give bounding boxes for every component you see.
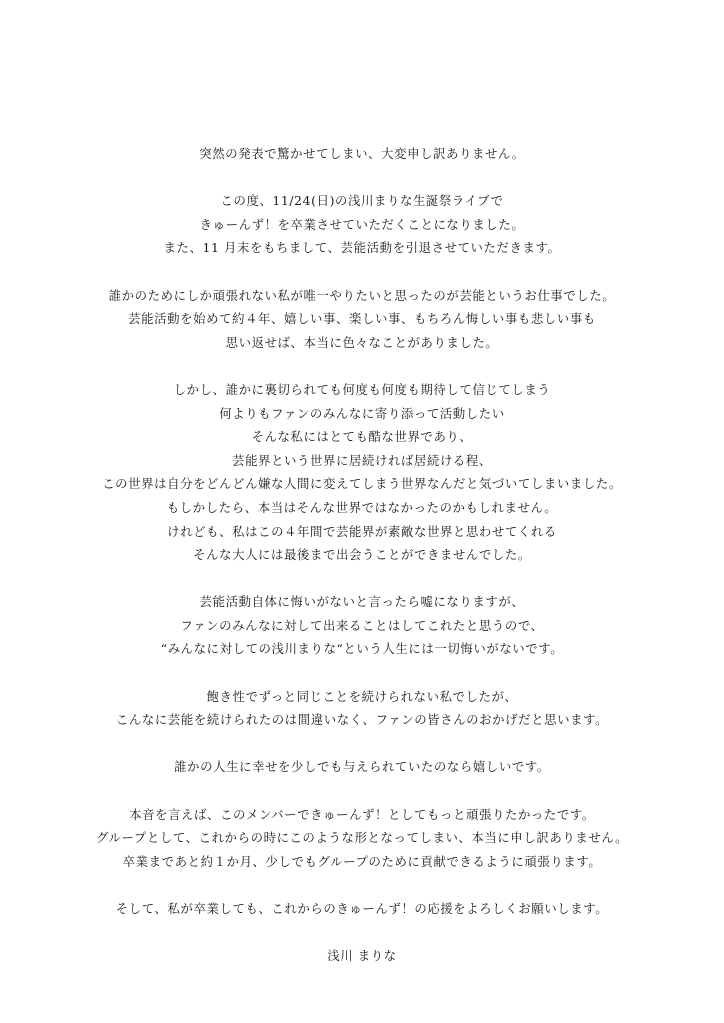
paragraph-gap [0, 260, 724, 284]
letter-line: グループとして、これからの時にこのような形となってしまい、本当に申し訳ありません。 [95, 830, 629, 846]
paragraph [0, 803, 724, 874]
letter-line: 思い返せば、本当に色々なことがありました。 [225, 334, 499, 350]
paragraph [0, 378, 724, 567]
paragraph [0, 685, 724, 732]
letter-line: こんなに芸能を続けられたのは間違いなく、ファンの皆さんのおかげだと思います。 [115, 712, 609, 728]
paragraph [0, 897, 724, 921]
letter-line: 突然の発表で驚かせてしまい、大変申し訳ありません。 [199, 146, 525, 161]
paragraph-gap [0, 567, 724, 591]
paragraph-gap [0, 354, 724, 378]
letter-line: この度、11/24(日)の浅川まりな生誕祭ライブで [220, 193, 504, 209]
letter-line: 何よりもファンのみんなに寄り添って活動したい [219, 405, 505, 421]
letter-line: けれども、私はこの４年間で芸能界が素敵な世界と思わせてくれる [167, 523, 557, 539]
paragraph-gap [0, 779, 724, 803]
letter-line: 芸能界という世界に居続ければ居続ける程、 [232, 452, 492, 468]
letter-line: また、11 月末をもちまして、芸能活動を引退させていただきます。 [163, 240, 561, 256]
letter-line: ファンのみんなに対して出来ることはしてこれたと思うので、 [180, 617, 544, 633]
letter-line: そんな私にはとても酷な世界であり、 [251, 429, 473, 445]
letter-line: この世界は自分をどんどん嫌な人間に変えてしまう世界なんだと気づいてしまいました。 [102, 476, 622, 492]
letter-line: もしかしたら、本当はそんな世界ではなかったのかもしれません。 [166, 499, 558, 515]
paragraph [0, 189, 724, 260]
letter-body [0, 142, 724, 968]
letter-line: しかし、誰かに裏切られても何度も何度も期待して信じてしまう [173, 381, 551, 397]
letter-line: 芸能活動を始めて約４年、嬉しい事、楽しい事、もちろん悔しい事も悲しい事も [128, 311, 596, 327]
letter-line: そして、私が卒業しても、これからのきゅーんず！の応援をよろしくお願いします。 [115, 901, 609, 916]
paragraph-gap [0, 661, 724, 685]
paragraph [0, 755, 724, 779]
paragraph-gap [0, 166, 724, 190]
letter-line: 飽き性でずっと同じことを続けられない私でしたが、 [206, 688, 518, 704]
paragraph [0, 142, 724, 166]
letter-line: きゅーんず！を卒業させていただくことになりました。 [199, 216, 525, 232]
letter-line: そんな大人には最後まで出会うことができませんでした。 [193, 547, 531, 563]
paragraph-gap [0, 732, 724, 756]
paragraph-gap [0, 873, 724, 897]
letter-line: 本音を言えば、このメンバーできゅーんず！としてもっと頑張りたかったです。 [129, 806, 595, 822]
letter-line: 芸能活動自体に悔いがないと言ったら嘘になりますが、 [199, 594, 525, 610]
paragraph [0, 284, 724, 355]
letter-line: 誰かの人生に幸せを少しでも与えられていたのなら嬉しいです。 [174, 759, 550, 775]
paragraph [0, 590, 724, 661]
letter-line: 卒業まであと約１か月、少しでもグループのために貢献できるように頑張ります。 [122, 853, 602, 869]
letter-line: 誰かのためにしか頑張れない私が唯一やりたいと思ったのが芸能というお仕事でした。 [108, 287, 616, 303]
paragraph-gap [0, 921, 724, 945]
letter-line: “みんなに対しての浅川まりな“という人生には一切悔いがないです。 [160, 641, 564, 657]
signature: 浅川 まりな [327, 948, 397, 964]
